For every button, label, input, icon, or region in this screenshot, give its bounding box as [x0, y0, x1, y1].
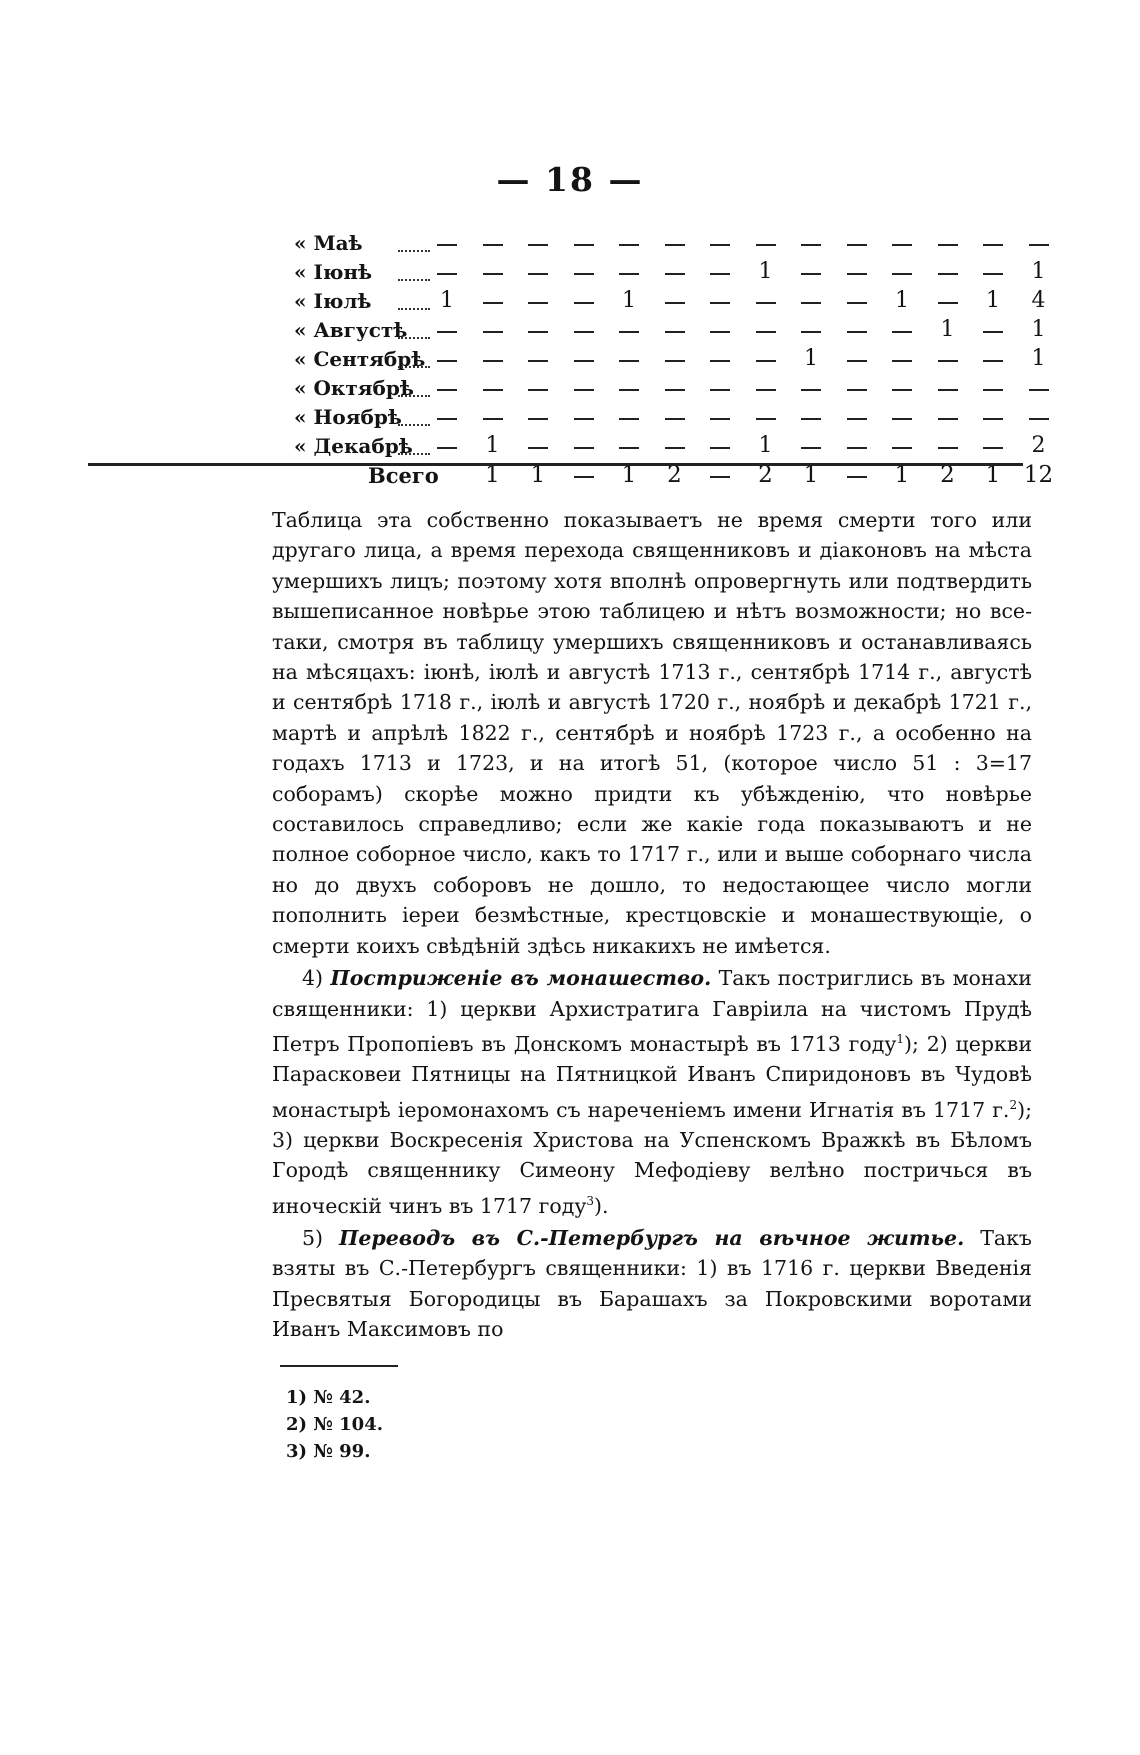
- paragraph-table-commentary: Таблица эта собственно показываетъ не время смерти того или другаго лица, а время перехода священниковъ и діаконовъ на мѣста умершихъ лицъ; поэтому хотя вполнѣ опровергнуть или подтвердить вышеписанное новѣрье этою таблицею и нѣтъ возможности; но все-таки, смотря въ таблицу умершихъ священниковъ и останавливаясь на мѣсяцахъ: іюнѣ, іюлѣ и августѣ 1713 г., сентябрѣ 1714 г., августѣ и сентябрѣ 1718 г., іюлѣ и августѣ 1720 г., ноябрѣ и декабрѣ 1721 г., мартѣ и апрѣлѣ 1822 г., сентябрѣ и ноябрѣ 1723 г., а особенно на годахъ 1713 и 1723, и на итогѣ 51, (которое число 51 : 3=17 соборамъ) скорѣе можно придти къ убѣжденію, что новѣрье составилось справедливо; если же какіе года показываютъ и не полное соборное число, какъ то 1717 г., или и выше соборнаго числа но до двухъ соборовъ не дошло, то недостающее число могли пополнить іереи безмѣстные, крестцовскіе и монашествующіе, о смерти коихъ свѣдѣній здѣсь никакихъ не имѣется.: [272, 508, 1032, 958]
- table-cell: 2: [940, 462, 955, 488]
- dot-leader: [398, 279, 430, 281]
- table-row: [278, 373, 1028, 402]
- dot-leader: [398, 366, 430, 368]
- table-row: [278, 228, 1028, 257]
- month-label: « Іюнѣ: [294, 260, 373, 284]
- table-cell: 1: [803, 462, 819, 488]
- dot-leader: [398, 337, 430, 339]
- dot-leader: [398, 453, 430, 455]
- total-rule: [88, 463, 1023, 466]
- table-row: [278, 344, 1046, 373]
- table-cell: 1: [530, 462, 546, 488]
- table-cell: 1: [804, 346, 818, 371]
- dot-leader: [398, 250, 430, 252]
- section-5-title: Переводъ въ С.-Петербургъ на вѣчное житье.: [339, 1225, 965, 1250]
- table-cell: 1: [895, 288, 909, 313]
- section-4-body-b: ); 2) церкви Парасковеи Пятницы на Пятницкой Иванъ Спиридоновъ въ Чудовѣ монастырѣ іеромонахомъ съ нареченіемъ имени Игнатія въ 1717 г.: [272, 1031, 1032, 1122]
- section-5-paragraph: [272, 1223, 1032, 1345]
- footnote-3-text: № 99.: [313, 1441, 371, 1462]
- footnote-ref-3: 3: [586, 1193, 595, 1208]
- footnotes: [286, 1384, 383, 1465]
- footnote-rule: [280, 1365, 398, 1367]
- table-cell: 1: [1031, 317, 1046, 342]
- footnote-2-mark: 2): [286, 1414, 308, 1435]
- month-label: « Маѣ: [294, 231, 363, 255]
- table-cell: 1: [758, 433, 773, 458]
- table-row: [278, 286, 1046, 315]
- statistics-table: [278, 228, 1054, 489]
- month-label: « Августѣ: [294, 318, 408, 342]
- total-label: Всего: [368, 463, 439, 488]
- section-4-title: Постриженіе въ монашество.: [330, 966, 712, 991]
- footnote-3: [286, 1438, 383, 1465]
- footnote-ref-2: 2: [1009, 1097, 1018, 1112]
- section-5-body: Такъ взяты въ С.-Петербургъ священники: 1) въ 1716 г. церкви Введенія Пресвятыя Богородицы въ Барашахъ за Покровскими воротами Иванъ Максимовъ по: [272, 1225, 1032, 1342]
- section-4-body-c: ); 3) церкви Воскресенія Христова на Успенскомъ Вражкѣ въ Бѣломъ Городѣ священнику Симеону Мефодіеву велѣно постричься въ иноческій чинъ въ 1717 году: [272, 1097, 1032, 1218]
- month-label: « Сентябрѣ: [294, 347, 426, 371]
- table-cell: 1: [940, 317, 955, 342]
- table-cell: 1: [485, 462, 500, 488]
- table-cell: 1: [622, 288, 636, 313]
- month-label: « Декабрѣ: [294, 434, 413, 458]
- table-row: [278, 315, 1046, 344]
- month-label: « Ноябрѣ: [294, 405, 402, 429]
- month-label: « Октябрѣ: [294, 376, 414, 400]
- footnote-2: [286, 1411, 383, 1438]
- table-cell: 1: [758, 259, 773, 284]
- table-cell: 12: [1023, 462, 1054, 488]
- table-cell: 2: [1031, 433, 1046, 458]
- table-cell: 4: [1031, 288, 1046, 313]
- month-label: « Іюлѣ: [294, 289, 372, 313]
- footnote-1-mark: 1): [286, 1387, 308, 1408]
- footnote-2-text: № 104.: [313, 1414, 383, 1435]
- section-4-body-d: ).: [594, 1193, 609, 1218]
- page-number: — 18 —: [496, 160, 644, 199]
- dot-leader: [398, 308, 430, 310]
- table-row: [278, 402, 1028, 431]
- section-4-body-a: Такъ постриглись въ монахи священники: 1) церкви Архистратига Гавріила на чистомъ Прудѣ Петръ Пропопіевъ въ Донскомъ монастырѣ въ 1713 году: [272, 966, 1032, 1056]
- table-cell: 1: [894, 462, 910, 488]
- table-cell: 1: [1031, 259, 1046, 284]
- dot-leader: [398, 395, 430, 397]
- table-cell: 1: [985, 462, 1001, 488]
- body-text: [272, 505, 1032, 1344]
- table-cell: 2: [758, 462, 773, 488]
- table-cell: 1: [986, 288, 1000, 313]
- footnote-1: [286, 1384, 383, 1411]
- section-5-number: 5): [302, 1225, 324, 1250]
- table-cell: 1: [440, 288, 454, 313]
- footnote-3-mark: 3): [286, 1441, 308, 1462]
- dot-leader: [398, 424, 430, 426]
- table-row: [278, 431, 1046, 460]
- table-cell: 1: [485, 433, 500, 458]
- table-cell: 1: [621, 462, 637, 488]
- footnote-ref-1: 1: [896, 1031, 905, 1046]
- footnote-1-text: № 42.: [313, 1387, 371, 1408]
- table-row: [278, 257, 1046, 286]
- section-4-number: 4): [302, 966, 324, 991]
- section-4-paragraph: [272, 963, 1032, 1221]
- table-cell: 1: [1031, 346, 1046, 371]
- table-cell: 2: [667, 462, 682, 488]
